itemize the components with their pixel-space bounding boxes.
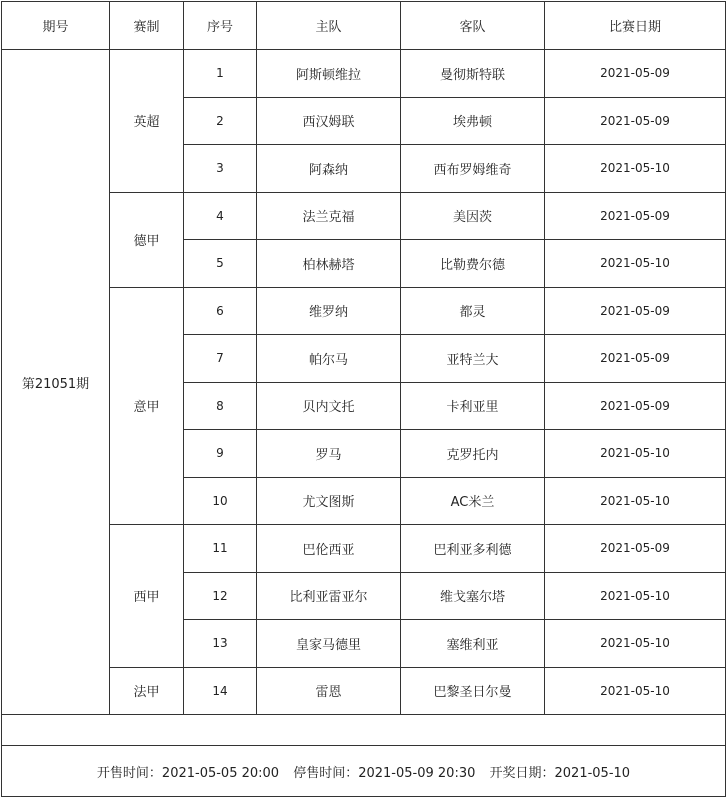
match-index: 10 xyxy=(184,477,257,525)
away-team: AC米兰 xyxy=(401,477,545,525)
away-team: 埃弗顿 xyxy=(401,97,545,145)
home-team: 皇家马德里 xyxy=(257,620,401,668)
match-index: 12 xyxy=(184,572,257,620)
away-team: 巴利亚多利德 xyxy=(401,525,545,573)
away-team: 维戈塞尔塔 xyxy=(401,572,545,620)
match-date: 2021-05-10 xyxy=(545,240,726,288)
away-team: 曼彻斯特联 xyxy=(401,50,545,98)
footer-row xyxy=(2,746,726,797)
league-cell-bundesliga: 德甲 xyxy=(110,192,184,287)
sale-info xyxy=(2,746,726,797)
league-cell-laliga: 西甲 xyxy=(110,525,184,668)
match-date: 2021-05-09 xyxy=(545,382,726,430)
match-schedule-table xyxy=(1,1,726,797)
match-date: 2021-05-10 xyxy=(545,430,726,478)
home-team: 法兰克福 xyxy=(257,192,401,240)
match-date: 2021-05-09 xyxy=(545,335,726,383)
match-index: 14 xyxy=(184,667,257,715)
match-date: 2021-05-09 xyxy=(545,192,726,240)
sale-start-time: 开售时间：2021-05-05 20:00 xyxy=(96,765,280,781)
match-date: 2021-05-10 xyxy=(545,572,726,620)
home-team: 巴伦西亚 xyxy=(257,525,401,573)
match-index: 1 xyxy=(184,50,257,98)
table-row xyxy=(2,525,726,573)
match-index: 7 xyxy=(184,335,257,383)
match-date: 2021-05-09 xyxy=(545,287,726,335)
match-date: 2021-05-09 xyxy=(545,97,726,145)
match-index: 4 xyxy=(184,192,257,240)
table-row xyxy=(2,667,726,715)
home-team: 贝内文托 xyxy=(257,382,401,430)
header-league: 赛制 xyxy=(110,2,184,50)
home-team: 维罗纳 xyxy=(257,287,401,335)
header-away: 客队 xyxy=(401,2,545,50)
table-row xyxy=(2,192,726,240)
period-cell: 第21051期 xyxy=(2,50,110,715)
match-date: 2021-05-10 xyxy=(545,667,726,715)
spacer-cell xyxy=(2,715,726,746)
away-team: 巴黎圣日尔曼 xyxy=(401,667,545,715)
header-home: 主队 xyxy=(257,2,401,50)
match-index: 11 xyxy=(184,525,257,573)
home-team: 帕尔马 xyxy=(257,335,401,383)
match-date: 2021-05-09 xyxy=(545,525,726,573)
match-index: 6 xyxy=(184,287,257,335)
table-row xyxy=(2,287,726,335)
match-index: 8 xyxy=(184,382,257,430)
home-team: 罗马 xyxy=(257,430,401,478)
match-index: 2 xyxy=(184,97,257,145)
away-team: 比勒费尔德 xyxy=(401,240,545,288)
league-cell-epl: 英超 xyxy=(110,50,184,193)
home-team: 柏林赫塔 xyxy=(257,240,401,288)
away-team: 塞维利亚 xyxy=(401,620,545,668)
match-index: 5 xyxy=(184,240,257,288)
away-team: 美因茨 xyxy=(401,192,545,240)
away-team: 卡利亚里 xyxy=(401,382,545,430)
home-team: 阿森纳 xyxy=(257,145,401,193)
match-date: 2021-05-10 xyxy=(545,145,726,193)
home-team: 阿斯顿维拉 xyxy=(257,50,401,98)
match-date: 2021-05-10 xyxy=(545,477,726,525)
header-index: 序号 xyxy=(184,2,257,50)
header-row xyxy=(2,2,726,50)
home-team: 比利亚雷亚尔 xyxy=(257,572,401,620)
away-team: 西布罗姆维奇 xyxy=(401,145,545,193)
home-team: 雷恩 xyxy=(257,667,401,715)
header-date: 比赛日期 xyxy=(545,2,726,50)
match-index: 13 xyxy=(184,620,257,668)
match-index: 3 xyxy=(184,145,257,193)
home-team: 尤文图斯 xyxy=(257,477,401,525)
league-cell-ligue1: 法甲 xyxy=(110,667,184,715)
home-team: 西汉姆联 xyxy=(257,97,401,145)
away-team: 克罗托内 xyxy=(401,430,545,478)
header-period: 期号 xyxy=(2,2,110,50)
match-date: 2021-05-10 xyxy=(545,620,726,668)
match-date: 2021-05-09 xyxy=(545,50,726,98)
spacer-row xyxy=(2,715,726,746)
away-team: 都灵 xyxy=(401,287,545,335)
draw-date: 开奖日期：2021-05-10 xyxy=(489,765,631,781)
sale-end-time: 停售时间：2021-05-09 20:30 xyxy=(293,765,476,781)
league-cell-seriea: 意甲 xyxy=(110,287,184,525)
away-team: 亚特兰大 xyxy=(401,335,545,383)
match-index: 9 xyxy=(184,430,257,478)
table-row xyxy=(2,50,726,98)
